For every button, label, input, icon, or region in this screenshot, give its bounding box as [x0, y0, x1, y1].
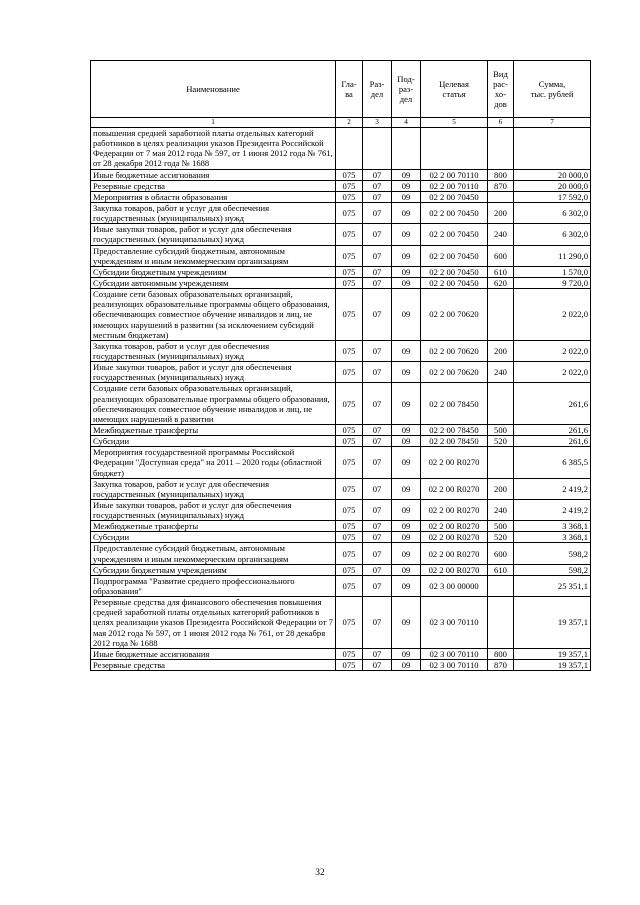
row-glava: 075 — [336, 436, 363, 447]
table-row — [91, 202, 591, 223]
table-row — [91, 277, 591, 288]
row-razdel: 07 — [363, 532, 392, 543]
row-summa: 9 720,0 — [514, 277, 591, 288]
row-razdel: 07 — [363, 224, 392, 245]
row-podrazdel: 09 — [392, 180, 421, 191]
column-number: 3 — [363, 118, 392, 128]
row-razdel: 07 — [363, 597, 392, 649]
row-glava: 075 — [336, 478, 363, 499]
row-vid-rashodov: 500 — [488, 521, 514, 532]
table-row — [91, 447, 591, 478]
row-celevaya-statya — [421, 128, 488, 170]
row-podrazdel: 09 — [392, 543, 421, 564]
table-row — [91, 575, 591, 596]
row-vid-rashodov: 500 — [488, 424, 514, 435]
row-podrazdel: 09 — [392, 245, 421, 266]
row-podrazdel: 09 — [392, 436, 421, 447]
table-row — [91, 180, 591, 191]
row-razdel: 07 — [363, 424, 392, 435]
row-vid-rashodov — [488, 447, 514, 478]
row-summa: 19 357,1 — [514, 648, 591, 659]
column-number: 2 — [336, 118, 363, 128]
row-name: Подпрограмма "Развитие среднего профессионального образования" — [91, 575, 336, 596]
row-summa: 6 302,0 — [514, 202, 591, 223]
row-glava: 075 — [336, 289, 363, 341]
row-name: Субсидии бюджетным учреждениям — [91, 266, 336, 277]
row-name: Резервные средства — [91, 660, 336, 671]
row-celevaya-statya: 02 2 00 70450 — [421, 266, 488, 277]
row-summa: 2 022,0 — [514, 340, 591, 361]
row-vid-rashodov: 200 — [488, 340, 514, 361]
row-glava: 075 — [336, 224, 363, 245]
table-row — [91, 191, 591, 202]
row-podrazdel: 09 — [392, 521, 421, 532]
row-glava: 075 — [336, 543, 363, 564]
table-row — [91, 532, 591, 543]
row-name: Иные бюджетные ассигнования — [91, 648, 336, 659]
table-row — [91, 224, 591, 245]
row-summa: 2 022,0 — [514, 289, 591, 341]
row-celevaya-statya: 02 2 00 70110 — [421, 169, 488, 180]
row-razdel — [363, 128, 392, 170]
header-razdel: Раз- дел — [363, 61, 392, 118]
row-name: Субсидии — [91, 532, 336, 543]
row-name: Закупка товаров, работ и услуг для обеспечения государственных (муниципальных) нужд — [91, 478, 336, 499]
row-name: Межбюджетные трансферты — [91, 521, 336, 532]
row-vid-rashodov: 800 — [488, 648, 514, 659]
row-vid-rashodov: 200 — [488, 202, 514, 223]
row-celevaya-statya: 02 3 00 00000 — [421, 575, 488, 596]
row-summa: 261,6 — [514, 383, 591, 425]
row-podrazdel: 09 — [392, 224, 421, 245]
row-name: Иные закупки товаров, работ и услуг для обеспечения государственных (муниципальных) нужд — [91, 224, 336, 245]
row-podrazdel: 09 — [392, 660, 421, 671]
row-podrazdel: 09 — [392, 575, 421, 596]
row-podrazdel: 09 — [392, 648, 421, 659]
row-podrazdel: 09 — [392, 266, 421, 277]
row-summa: 19 357,1 — [514, 660, 591, 671]
row-glava: 075 — [336, 532, 363, 543]
row-glava: 075 — [336, 597, 363, 649]
row-name: Иные бюджетные ассигнования — [91, 169, 336, 180]
column-number: 4 — [392, 118, 421, 128]
row-summa: 6 385,5 — [514, 447, 591, 478]
row-summa — [514, 128, 591, 170]
row-podrazdel: 09 — [392, 202, 421, 223]
row-summa: 2 419,2 — [514, 499, 591, 520]
row-vid-rashodov: 870 — [488, 180, 514, 191]
row-name: Создание сети базовых образовательных организаций, реализующих образовательные программы общего образования, обеспечивающих совместное обучение инвалидов и лиц, не имеющих нарушений в развитии (за исключением субсидий местным бюджетам) — [91, 289, 336, 341]
table-row — [91, 478, 591, 499]
row-vid-rashodov — [488, 128, 514, 170]
row-podrazdel: 09 — [392, 597, 421, 649]
table-body — [91, 128, 591, 671]
row-summa: 598,2 — [514, 543, 591, 564]
page-number: 32 — [315, 868, 325, 878]
row-razdel: 07 — [363, 564, 392, 575]
row-glava: 075 — [336, 202, 363, 223]
row-name: Резервные средства — [91, 180, 336, 191]
row-glava: 075 — [336, 340, 363, 361]
table-row — [91, 128, 591, 170]
row-glava: 075 — [336, 447, 363, 478]
row-celevaya-statya: 02 2 00 R0270 — [421, 499, 488, 520]
row-podrazdel — [392, 128, 421, 170]
row-vid-rashodov: 520 — [488, 532, 514, 543]
row-podrazdel: 09 — [392, 169, 421, 180]
table-row — [91, 424, 591, 435]
row-podrazdel: 09 — [392, 289, 421, 341]
row-celevaya-statya: 02 2 00 78450 — [421, 424, 488, 435]
row-glava: 075 — [336, 648, 363, 659]
row-summa: 3 368,1 — [514, 532, 591, 543]
row-vid-rashodov: 610 — [488, 564, 514, 575]
row-razdel: 07 — [363, 648, 392, 659]
row-glava — [336, 128, 363, 170]
row-podrazdel: 09 — [392, 340, 421, 361]
table-row — [91, 597, 591, 649]
row-glava: 075 — [336, 180, 363, 191]
row-podrazdel: 09 — [392, 447, 421, 478]
row-glava: 075 — [336, 383, 363, 425]
row-summa: 6 302,0 — [514, 224, 591, 245]
row-name: Предоставление субсидий бюджетным, автономным учреждениям и иным некоммерческим организациям — [91, 543, 336, 564]
row-vid-rashodov — [488, 191, 514, 202]
table-header-row — [91, 61, 591, 118]
row-summa: 11 290,0 — [514, 245, 591, 266]
row-summa: 3 368,1 — [514, 521, 591, 532]
row-celevaya-statya: 02 3 00 70110 — [421, 648, 488, 659]
row-summa: 17 592,0 — [514, 191, 591, 202]
header-podrazdel: Под- раз- дел — [392, 61, 421, 118]
row-celevaya-statya: 02 2 00 R0270 — [421, 543, 488, 564]
row-glava: 075 — [336, 564, 363, 575]
row-podrazdel: 09 — [392, 191, 421, 202]
row-podrazdel: 09 — [392, 532, 421, 543]
table-row — [91, 499, 591, 520]
header-name: Наименование — [91, 61, 336, 118]
row-name: Иные закупки товаров, работ и услуг для обеспечения государственных (муниципальных) нужд — [91, 362, 336, 383]
row-podrazdel: 09 — [392, 564, 421, 575]
row-summa: 2 022,0 — [514, 362, 591, 383]
row-name: повышения средней заработной платы отдельных категорий работников в целях реализации указов Президента Российской Федерации от 7 мая 2012 года № 597, от 1 июня 2012 года № 761, от 28 декабря 2012 года № 1688 — [91, 128, 336, 170]
row-name: Предоставление субсидий бюджетным, автономным учреждениям и иным некоммерческим организациям — [91, 245, 336, 266]
row-celevaya-statya: 02 2 00 R0270 — [421, 521, 488, 532]
row-summa: 1 570,0 — [514, 266, 591, 277]
row-razdel: 07 — [363, 180, 392, 191]
row-glava: 075 — [336, 169, 363, 180]
row-glava: 075 — [336, 362, 363, 383]
row-vid-rashodov: 800 — [488, 169, 514, 180]
header-celevaya-statya: Целевая статья — [421, 61, 488, 118]
row-podrazdel: 09 — [392, 499, 421, 520]
row-razdel: 07 — [363, 289, 392, 341]
row-celevaya-statya: 02 2 00 70450 — [421, 224, 488, 245]
row-podrazdel: 09 — [392, 478, 421, 499]
row-celevaya-statya: 02 2 00 70450 — [421, 277, 488, 288]
row-podrazdel: 09 — [392, 424, 421, 435]
row-name: Межбюджетные трансферты — [91, 424, 336, 435]
row-celevaya-statya: 02 2 00 70110 — [421, 180, 488, 191]
row-name: Иные закупки товаров, работ и услуг для обеспечения государственных (муниципальных) нужд — [91, 499, 336, 520]
row-name: Закупка товаров, работ и услуг для обеспечения государственных (муниципальных) нужд — [91, 202, 336, 223]
row-vid-rashodov: 240 — [488, 224, 514, 245]
table-row — [91, 289, 591, 341]
row-vid-rashodov — [488, 575, 514, 596]
row-celevaya-statya: 02 2 00 78450 — [421, 436, 488, 447]
column-number: 6 — [488, 118, 514, 128]
row-name: Резервные средства для финансового обеспечения повышения средней заработной платы отдельных категорий работников в целях реализации указов Президента Российской Федерации от 7 мая 2012 года № 597, от 1 июня 2012 года № 761, от 28 декабря 2012 года № 1688 — [91, 597, 336, 649]
row-razdel: 07 — [363, 521, 392, 532]
row-glava: 075 — [336, 245, 363, 266]
row-celevaya-statya: 02 2 00 70450 — [421, 202, 488, 223]
row-razdel: 07 — [363, 383, 392, 425]
row-razdel: 07 — [363, 169, 392, 180]
table-row — [91, 340, 591, 361]
row-celevaya-statya: 02 2 00 R0270 — [421, 532, 488, 543]
row-vid-rashodov: 200 — [488, 478, 514, 499]
row-vid-rashodov: 240 — [488, 362, 514, 383]
row-razdel: 07 — [363, 478, 392, 499]
row-vid-rashodov: 520 — [488, 436, 514, 447]
row-glava: 075 — [336, 191, 363, 202]
row-vid-rashodov: 610 — [488, 266, 514, 277]
row-glava: 075 — [336, 277, 363, 288]
row-vid-rashodov: 620 — [488, 277, 514, 288]
row-name: Субсидии бюджетным учреждениям — [91, 564, 336, 575]
row-celevaya-statya: 02 2 00 R0270 — [421, 564, 488, 575]
table-row — [91, 521, 591, 532]
header-summa: Сумма, тыс. рублей — [514, 61, 591, 118]
row-vid-rashodov — [488, 383, 514, 425]
row-razdel: 07 — [363, 266, 392, 277]
row-razdel: 07 — [363, 202, 392, 223]
row-celevaya-statya: 02 3 00 70110 — [421, 660, 488, 671]
table-row — [91, 660, 591, 671]
row-glava: 075 — [336, 575, 363, 596]
row-summa: 20 000,0 — [514, 169, 591, 180]
column-number-row — [91, 118, 591, 128]
budget-table — [90, 60, 591, 671]
table-row — [91, 543, 591, 564]
row-glava: 075 — [336, 266, 363, 277]
table-row — [91, 564, 591, 575]
row-summa: 598,2 — [514, 564, 591, 575]
row-celevaya-statya: 02 2 00 70620 — [421, 340, 488, 361]
table-row — [91, 383, 591, 425]
row-podrazdel: 09 — [392, 383, 421, 425]
row-celevaya-statya: 02 2 00 R0270 — [421, 447, 488, 478]
row-name: Субсидии автономным учреждениям — [91, 277, 336, 288]
row-razdel: 07 — [363, 245, 392, 266]
row-name: Закупка товаров, работ и услуг для обеспечения государственных (муниципальных) нужд — [91, 340, 336, 361]
row-glava: 075 — [336, 424, 363, 435]
row-celevaya-statya: 02 2 00 70450 — [421, 191, 488, 202]
row-razdel: 07 — [363, 436, 392, 447]
row-razdel: 07 — [363, 543, 392, 564]
header-glava: Гла- ва — [336, 61, 363, 118]
table-row — [91, 169, 591, 180]
row-vid-rashodov: 600 — [488, 245, 514, 266]
row-razdel: 07 — [363, 340, 392, 361]
row-razdel: 07 — [363, 660, 392, 671]
row-summa: 19 357,1 — [514, 597, 591, 649]
row-summa: 2 419,2 — [514, 478, 591, 499]
row-podrazdel: 09 — [392, 277, 421, 288]
row-celevaya-statya: 02 2 00 R0270 — [421, 478, 488, 499]
column-number: 1 — [91, 118, 336, 128]
table-row — [91, 245, 591, 266]
row-name: Субсидии — [91, 436, 336, 447]
column-number: 7 — [514, 118, 591, 128]
row-razdel: 07 — [363, 499, 392, 520]
row-name: Создание сети базовых образовательных организаций, реализующих образовательные программы общего образования, обеспечивающих совместное обучение инвалидов и лиц, не имеющих нарушений в развитии — [91, 383, 336, 425]
table-row — [91, 648, 591, 659]
row-razdel: 07 — [363, 575, 392, 596]
table-row — [91, 436, 591, 447]
row-glava: 075 — [336, 499, 363, 520]
row-vid-rashodov: 240 — [488, 499, 514, 520]
header-vid-rashodov: Вид рас- хо- дов — [488, 61, 514, 118]
row-summa: 20 000,0 — [514, 180, 591, 191]
column-number: 5 — [421, 118, 488, 128]
row-celevaya-statya: 02 2 00 78450 — [421, 383, 488, 425]
row-razdel: 07 — [363, 277, 392, 288]
row-vid-rashodov: 600 — [488, 543, 514, 564]
row-vid-rashodov — [488, 289, 514, 341]
budget-table-sheet — [90, 60, 590, 671]
row-podrazdel: 09 — [392, 362, 421, 383]
row-vid-rashodov — [488, 597, 514, 649]
row-razdel: 07 — [363, 191, 392, 202]
row-name: Мероприятия государственной программы Российской Федерации "Доступная среда" на 2011 – 2020 годы (областной бюджет) — [91, 447, 336, 478]
row-celevaya-statya: 02 2 00 70620 — [421, 362, 488, 383]
row-glava: 075 — [336, 521, 363, 532]
row-razdel: 07 — [363, 362, 392, 383]
row-celevaya-statya: 02 2 00 70450 — [421, 245, 488, 266]
table-row — [91, 362, 591, 383]
row-vid-rashodov: 870 — [488, 660, 514, 671]
row-name: Мероприятия в области образования — [91, 191, 336, 202]
row-glava: 075 — [336, 660, 363, 671]
row-summa: 25 351,1 — [514, 575, 591, 596]
row-celevaya-statya: 02 3 00 70110 — [421, 597, 488, 649]
row-celevaya-statya: 02 2 00 70620 — [421, 289, 488, 341]
table-row — [91, 266, 591, 277]
row-summa: 261,6 — [514, 424, 591, 435]
row-razdel: 07 — [363, 447, 392, 478]
row-summa: 261,6 — [514, 436, 591, 447]
